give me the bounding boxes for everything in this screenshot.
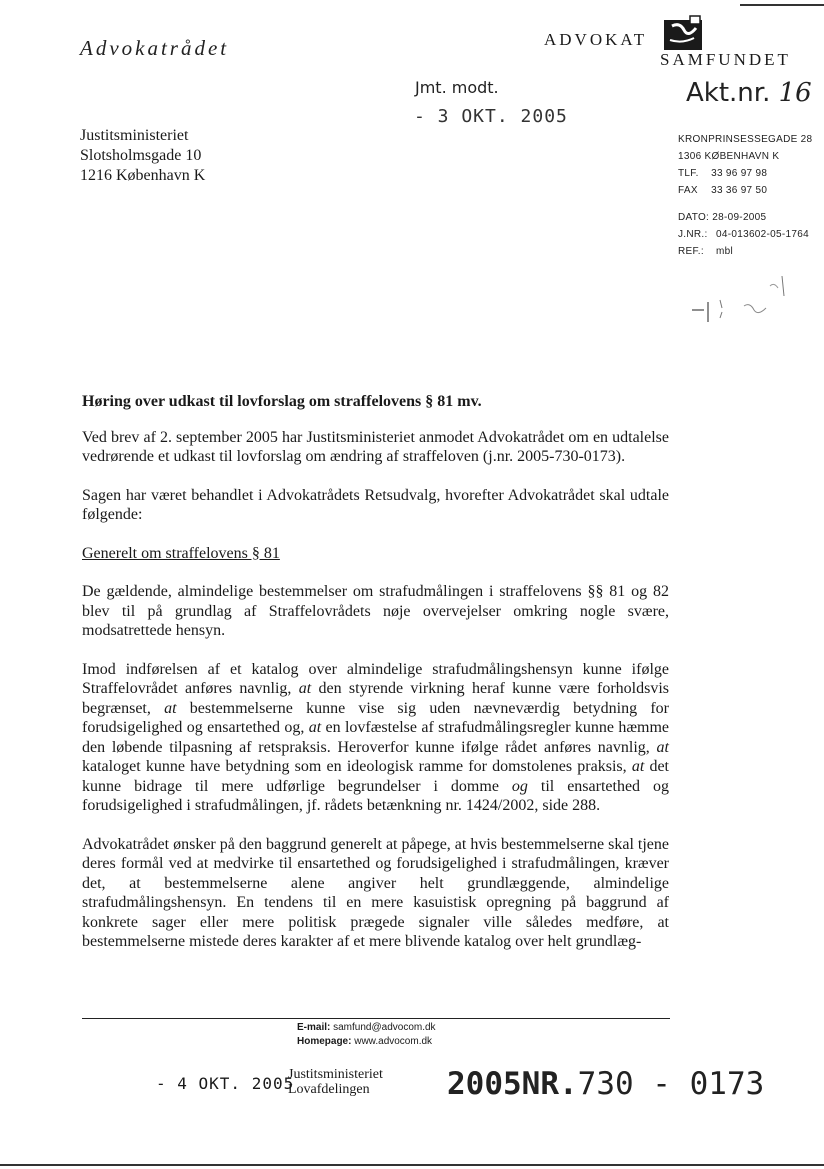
case-year: 2005: [447, 1066, 522, 1102]
case-number-label: Akt.nr.: [686, 78, 771, 108]
email-label: E-mail:: [297, 1022, 331, 1033]
org-name-right-top: ADVOKAT: [544, 30, 648, 49]
paragraph-5: Advokatrådet ønsker på den baggrund generelt at påpege, at hvis bestemmelserne skal tjene deres formål ved at medvirke til ensartethed og forudsigelighed i strafudmålingen, kræver det, at bestemmelserne alene angiver helt grundlæggende, almindelige strafudmålingshensyn. En tendens til en mere kasuistisk opregning på baggrund af konkrete sager eller mere politisk prægede signaler ville således medføre, at bestemmelserne mistede deres karakter af et mere blivende katalog over helt grundlæg-: [82, 835, 669, 950]
sender-info-block: [678, 131, 812, 260]
footer-divider: [82, 1018, 670, 1019]
date-label: DATO:: [678, 212, 710, 223]
ministry-case-number-stamp: [447, 1066, 764, 1102]
handwritten-scribble-icon: [686, 272, 796, 342]
jnr-value: 04-013602-05-1764: [716, 229, 809, 240]
jnr-label: J.NR.:: [678, 229, 708, 240]
sender-street: KRONPRINSESSEGADE 28: [678, 134, 813, 145]
department-name: Lovafdelingen: [288, 1082, 370, 1097]
case-number-stamp: [686, 78, 812, 108]
received-stamp-date: - 3 OKT. 2005: [414, 106, 568, 127]
bottom-edge-rule: [0, 1164, 824, 1166]
fax-value: 33 36 97 50: [711, 185, 768, 196]
letter-title: Høring over udkast til lovforslag om straffelovens § 81 mv.: [82, 393, 482, 410]
recipient-street: Slotsholmsgade 10: [80, 147, 202, 164]
advokatsamfundet-logo-icon: [662, 14, 706, 52]
recipient-address: [80, 126, 205, 186]
sender-phone: [678, 165, 812, 182]
ministry-department-stamp: [288, 1067, 383, 1097]
case-nr-value: 730 - 0173: [577, 1066, 765, 1102]
recipient-city: 1216 København K: [80, 167, 206, 184]
footer-homepage: [297, 1035, 436, 1049]
homepage-link[interactable]: www.advocom.dk: [354, 1036, 433, 1047]
ref-label: REF.:: [678, 246, 704, 257]
ref-value: mbl: [716, 246, 734, 257]
fax-label: FAX: [678, 185, 698, 196]
homepage-label: Homepage:: [297, 1036, 352, 1047]
org-name-left: Advokatrådet: [80, 36, 230, 60]
top-edge-rule: [740, 4, 824, 6]
paragraph-4: Imod indførelsen af et katalog over almindelige strafudmålingshensyn kunne ifølge Straffelovrådet anføres navnlig, at den styrende virkning heraf kunne være forholdsvis begrænset, at bestemmelserne kunne vise sig uden nævneværdig betydning for forudsigelighed og ensartethed og, at en lovfæstelse af strafudmålingsregler kunne hæmme den løbende tilpasning af retspraksis. Heroverfor kunne ifølge rådet anføres navnlig, at kataloget kunne have betydning som en ideologisk ramme for domstolenes praksis, at det kunne bidrage til mere udførlige begrundelser i domme og til ensartethed og forudsigelighed i strafudmålingen, jf. rådets betænkning nr. 1424/2002, side 288.: [82, 660, 670, 814]
date-value: 28-09-2005: [712, 212, 767, 223]
phone-value: 33 96 97 98: [711, 168, 768, 179]
ministry-name: Justitsministeriet: [288, 1067, 383, 1082]
case-nr-label: NR.: [521, 1066, 578, 1102]
letter-body: [82, 392, 669, 971]
footer-email: [297, 1021, 436, 1035]
recipient-name: Justitsministeriet: [80, 127, 189, 144]
section-subheading: Generelt om straffelovens § 81: [82, 544, 280, 562]
paragraph-3: De gældende, almindelige bestemmelser om strafudmålingen i straffelovens §§ 81 og 82 blev til på grundlag af Straffelovrådets nøje overvejelser omkring nogle svære, modsatrettede hensyn.: [82, 583, 669, 639]
journal-number: [678, 226, 812, 243]
paragraph-1: Ved brev af 2. september 2005 har Justitsministeriet anmodet Advokatrådet om en udtalelse vedrørende et udkast til lovforslag om ændring af straffeloven (j.nr. 2005-730-0173).: [82, 428, 669, 465]
received-stamp-label: Jmt. modt.: [415, 78, 499, 97]
paragraph-2: Sagen har været behandlet i Advokatrådets Retsudvalg, hvorefter Advokatrådet skal udtale følgende:: [82, 486, 669, 523]
reference: [678, 243, 812, 260]
sender-city: 1306 KØBENHAVN K: [678, 151, 780, 162]
footer-contact: [297, 1021, 436, 1049]
case-number-value: 16: [778, 78, 812, 108]
phone-label: TLF.: [678, 168, 699, 179]
sender-fax: [678, 182, 812, 199]
org-name-right-bottom: SAMFUNDET: [660, 50, 791, 69]
email-link[interactable]: samfund@advocom.dk: [333, 1022, 436, 1033]
ministry-received-date-stamp: - 4 OKT. 2005: [156, 1074, 295, 1093]
letter-date: [678, 209, 812, 226]
